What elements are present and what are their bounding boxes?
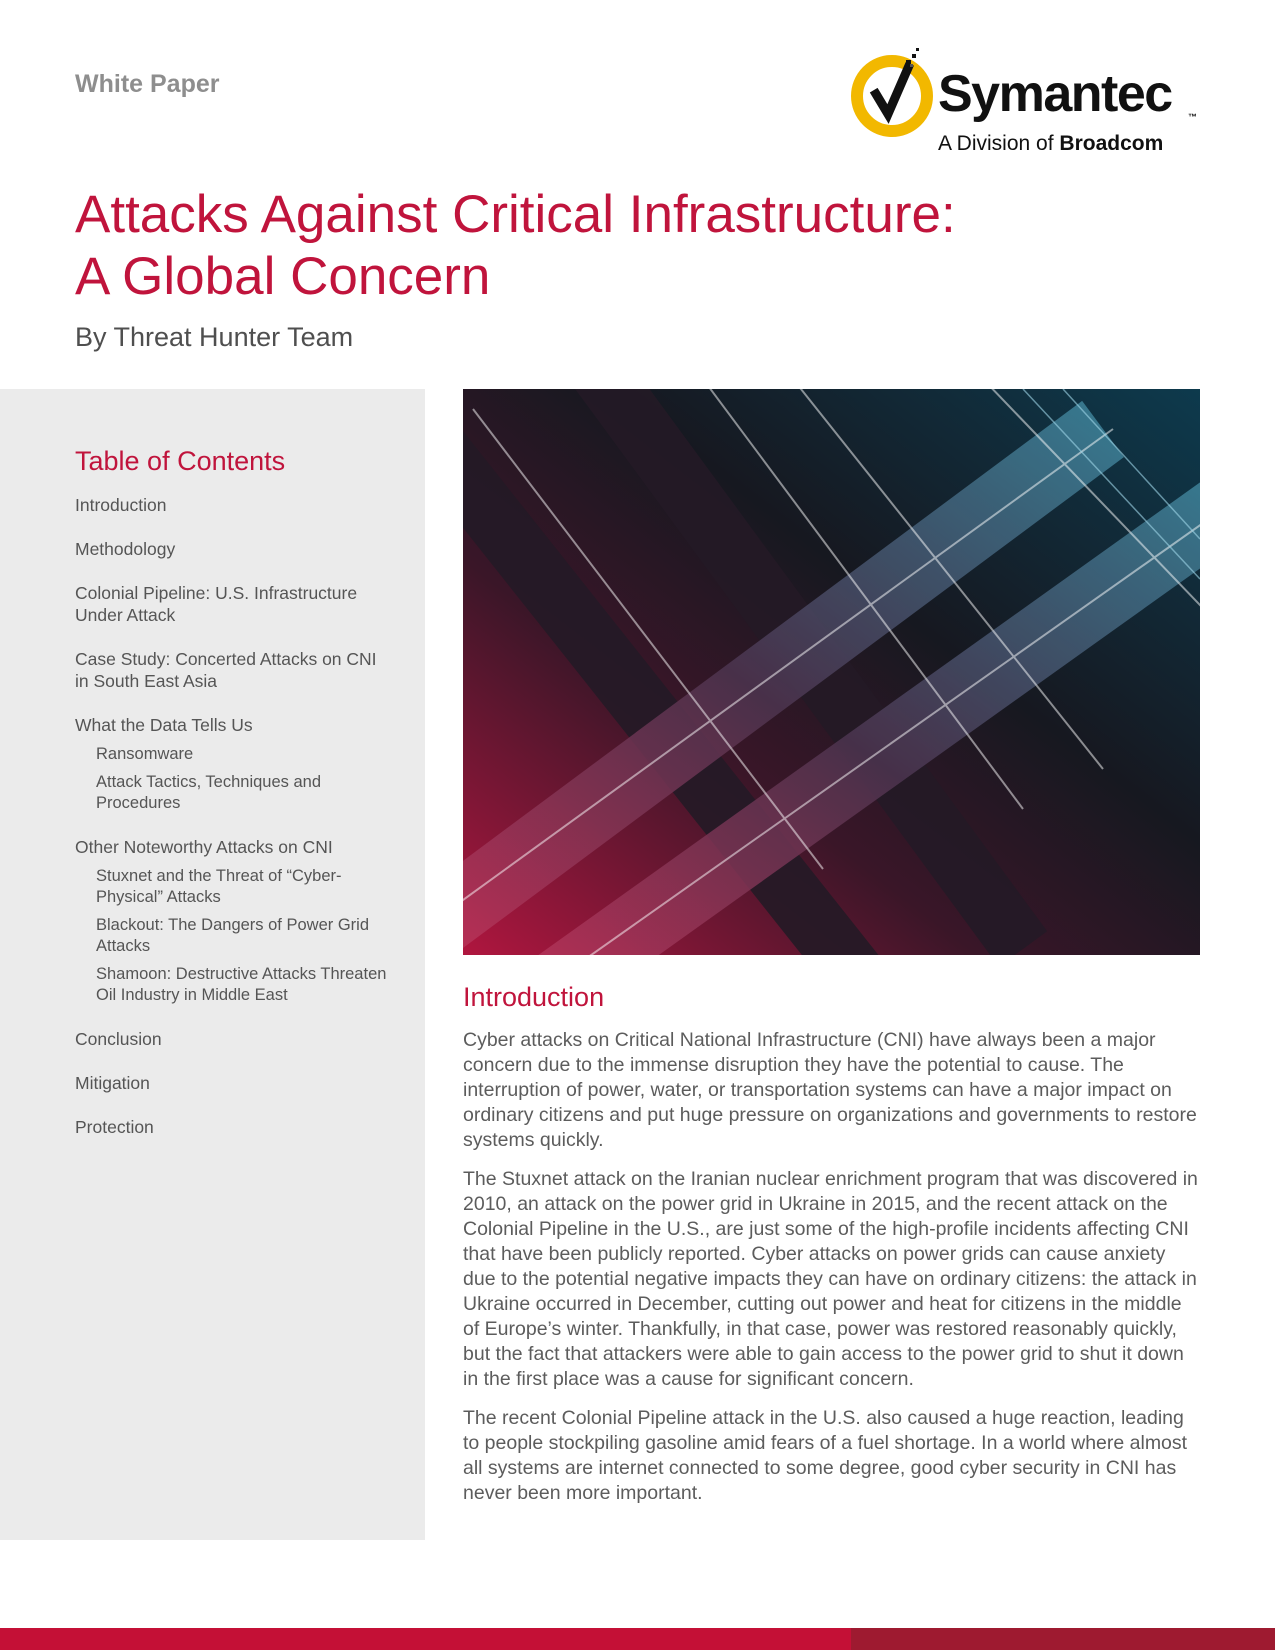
toc-item[interactable]	[75, 1116, 395, 1138]
toc-item[interactable]	[75, 1028, 395, 1050]
toc-heading: Table of Contents	[75, 446, 286, 476]
toc-item[interactable]	[75, 582, 395, 626]
toc-item[interactable]	[75, 1072, 395, 1094]
toc-item-label[interactable]: What the Data Tells Us	[75, 715, 253, 735]
title-line-1: Attacks Against Critical Infrastructure:	[75, 185, 956, 244]
toc-list	[75, 494, 395, 1160]
toc-subitem[interactable]: Stuxnet and the Threat of “Cyber-Physical” Attacks	[96, 867, 342, 906]
hero-image	[463, 389, 1200, 955]
toc-item-label[interactable]: Case Study: Concerted Attacks on CNI in South East Asia	[75, 649, 377, 691]
toc-sublist	[75, 866, 395, 1006]
toc-item-label[interactable]: Conclusion	[75, 1029, 162, 1049]
division-name: Broadcom	[1059, 132, 1164, 155]
symantec-logo	[850, 44, 1210, 164]
byline: By Threat Hunter Team	[75, 322, 354, 352]
division-prefix: A Division of	[938, 132, 1054, 155]
body-paragraph: The recent Colonial Pipeline attack in the U.S. also caused a huge reaction, leading to people stockpiling gasoline amid fears of a fuel shortage. In a world where almost all systems are internet connected to some degree, good cyber security in CNI has never been more important.	[463, 1407, 1188, 1504]
footer-bar-accent	[851, 1628, 1275, 1650]
page-title	[75, 184, 1175, 308]
introduction-body	[463, 1028, 1203, 1520]
toc-subitem[interactable]: Attack Tactics, Techniques and Procedures	[96, 773, 322, 812]
logo-trademark: ™	[1188, 112, 1197, 122]
toc-item[interactable]	[75, 494, 395, 516]
logo-division	[938, 132, 1163, 156]
document-type-label: White Paper	[75, 70, 220, 98]
logo-wordmark: Symantec	[938, 65, 1172, 123]
toc-item-label[interactable]: Protection	[75, 1117, 154, 1137]
toc-item-label[interactable]: Mitigation	[75, 1073, 150, 1093]
toc-subitem[interactable]: Blackout: The Dangers of Power Grid Attacks	[96, 916, 369, 955]
toc-item-label[interactable]: Introduction	[75, 495, 167, 515]
body-paragraph: The Stuxnet attack on the Iranian nuclear enrichment program that was discovered in 2010, an attack on the power grid in Ukraine in 2015, and the recent attack on the Colonial Pipeline in the U.S., are just some of the high-profile incidents affecting CNI that have been publicly reported. Cyber attacks on power grids can cause anxiety due to the potential negative impacts they can have on ordinary citizens: the attack in Ukraine occurred in December, cutting out power and heat for citizens in the middle of Europe’s winter. Thankfully, in that case, power was restored reasonably quickly, but the fact that attackers were able to gain access to the power grid to shut it down in the first place was a cause for significant concern.	[463, 1168, 1198, 1390]
checkmark-circle-icon	[850, 44, 940, 144]
toc-item[interactable]	[75, 538, 395, 560]
toc-sublist	[75, 744, 395, 814]
body-paragraph: Cyber attacks on Critical National Infrastructure (CNI) have always been a major concern due to the immense disruption they have the potential to cause. The interruption of power, water, or transportation systems can have a major impact on ordinary citizens and put huge pressure on organizations and governments to restore systems quickly.	[463, 1029, 1197, 1151]
title-line-2: A Global Concern	[75, 247, 491, 306]
toc-item[interactable]	[75, 648, 395, 692]
toc-item[interactable]	[75, 714, 395, 814]
toc-item[interactable]	[75, 836, 395, 1006]
toc-item-label[interactable]: Other Noteworthy Attacks on CNI	[75, 837, 333, 857]
toc-subitem[interactable]: Shamoon: Destructive Attacks Threaten Oil Industry in Middle East	[96, 965, 387, 1004]
toc-subitem[interactable]: Ransomware	[96, 745, 194, 763]
toc-item-label[interactable]: Methodology	[75, 539, 176, 559]
introduction-heading: Introduction	[463, 982, 605, 1012]
toc-item-label[interactable]: Colonial Pipeline: U.S. Infrastructure Under Attack	[75, 583, 358, 625]
